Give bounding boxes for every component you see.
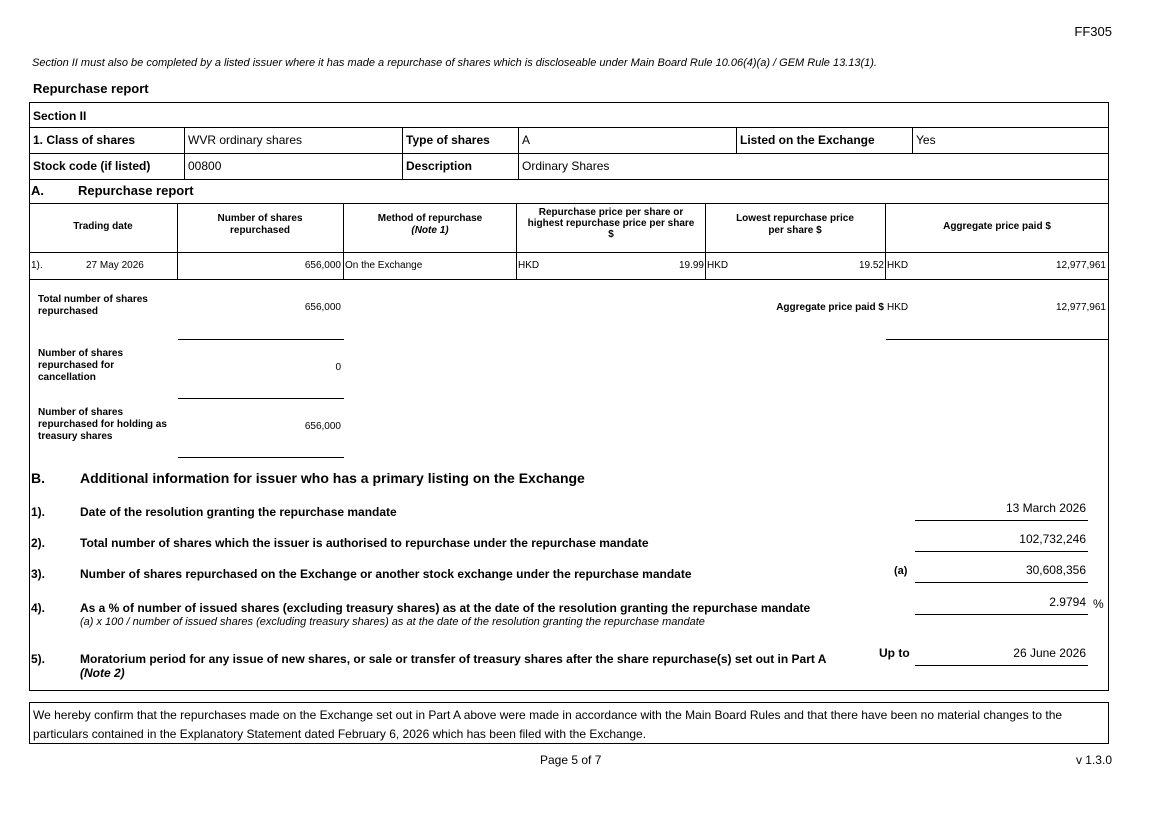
header-trading-date: Trading date — [73, 221, 133, 232]
confirmation-text: We hereby confirm that the repurchases made on the Exchange set out in Part A above were made in accordance with the Main Board Rules and that there have been no material changes to the particulars contained in the Explanatory Statement dated February 6, 2026 which has been filed with the Exchange. — [33, 708, 1063, 741]
class-of-shares-value: WVR ordinary shares — [188, 133, 303, 147]
divider — [29, 179, 1109, 180]
treasury-label: Number of shares repurchased for holding as treasury shares — [38, 407, 167, 442]
header-aggregate: Aggregate price paid $ — [943, 221, 1051, 232]
b-item-value: 2.9794 — [1049, 595, 1086, 609]
b-item-label: Moratorium period for any issue of new shares, or sale or transfer of treasury shares after the share repurchase(s) set out in Part A — [80, 652, 827, 666]
b-item-value: 13 March 2026 — [1005, 501, 1086, 515]
b-item-label: Total number of shares which the issuer is authorised to repurchase under the repurchase mandate — [80, 536, 649, 550]
cancel-value: 0 — [335, 362, 341, 373]
divider — [29, 279, 1109, 280]
agg-total-value: 12,977,961 — [1055, 302, 1106, 313]
divider — [912, 127, 913, 153]
divider — [178, 339, 344, 340]
header-highest-price: Repurchase price per share or highest repurchase price per share $ — [527, 207, 695, 240]
agg-total-label: Aggregate price paid $ — [776, 302, 884, 313]
b-item-index: 1). — [31, 505, 46, 519]
divider — [886, 339, 1109, 340]
b-item-value: 26 June 2026 — [1013, 646, 1086, 660]
row-hi-price: 19.99 — [678, 260, 704, 271]
listed-value: Yes — [916, 133, 936, 147]
divider — [915, 614, 1088, 615]
header-method: Method of repurchase — [377, 213, 483, 224]
total-shares-label: Total number of shares repurchased — [38, 294, 148, 317]
part-b-title: Additional information for issuer who has a primary listing on the Exchange — [80, 470, 585, 486]
version: v 1.3.0 — [1075, 753, 1112, 767]
b-item-sub: (Note 2) — [80, 666, 125, 680]
b-item-label: Date of the resolution granting the repurchase mandate — [80, 505, 397, 519]
divider — [915, 520, 1088, 521]
row-agg-currency: HKD — [887, 260, 909, 271]
page-number: Page 5 of 7 — [540, 753, 602, 767]
header-lowest-price: Lowest repurchase price per share $ — [736, 213, 854, 236]
listed-label: Listed on the Exchange — [740, 133, 875, 147]
divider — [516, 203, 517, 279]
form-code: FF305 — [1074, 24, 1112, 39]
divider — [736, 127, 737, 153]
row-agg-price: 12,977,961 — [1055, 260, 1106, 271]
treasury-value: 656,000 — [304, 421, 341, 432]
part-a-title: Repurchase report — [78, 183, 194, 198]
b-item-value: 30,608,356 — [1025, 563, 1086, 577]
part-b-letter: B. — [31, 470, 45, 486]
header-method-note: (Note 1) — [411, 225, 449, 236]
agg-total-currency: HKD — [887, 302, 909, 313]
header-num-shares: Number of shares repurchased — [217, 213, 303, 236]
b-item-tag: Up to — [879, 646, 910, 660]
row-date: 27 May 2026 — [86, 260, 144, 271]
divider — [885, 203, 886, 279]
intro-note: Section II must also be completed by a listed issuer where it has made a repurchase of shares which is discloseable under Main Board Rule 10.06(4)(a) / GEM Rule 13.13(1). — [32, 57, 877, 69]
row-lo-currency: HKD — [707, 260, 729, 271]
b-item-label: As a % of number of issued shares (excluding treasury shares) as at the date of the resolution granting the repurchase mandate — [80, 601, 811, 615]
row-method: On the Exchange — [345, 260, 423, 271]
divider — [177, 203, 178, 279]
b-item-value: 102,732,246 — [1019, 532, 1086, 546]
class-of-shares-label: 1. Class of shares — [33, 133, 136, 147]
divider — [29, 153, 1109, 154]
row-hi-currency: HKD — [518, 260, 540, 271]
divider — [29, 203, 1109, 204]
divider — [915, 665, 1088, 666]
description-value: Ordinary Shares — [522, 159, 610, 173]
row-shares: 656,000 — [304, 260, 341, 271]
divider — [29, 252, 1109, 253]
stock-code-value: 00800 — [188, 159, 222, 173]
b-item-index: 5). — [31, 652, 46, 666]
b-item-tag: (a) — [894, 565, 908, 577]
row-lo-price: 19.52 — [858, 260, 884, 271]
b-item-label: Number of shares repurchased on the Exchange or another stock exchange under the repurchase mandate — [80, 567, 692, 581]
report-title: Repurchase report — [33, 81, 149, 96]
b-item-sub: (a) x 100 / number of issued shares (excluding treasury shares) as at the date of the resolution granting the repurchase mandate — [80, 616, 705, 628]
b-item-index: 4). — [31, 601, 46, 615]
percent-unit: % — [1093, 597, 1104, 611]
type-of-shares-label: Type of shares — [406, 133, 490, 147]
divider — [178, 457, 344, 458]
part-a-letter: A. — [31, 183, 44, 198]
divider — [178, 398, 344, 399]
divider — [915, 582, 1088, 583]
divider — [29, 127, 1109, 128]
b-item-index: 3). — [31, 567, 46, 581]
total-shares-value: 656,000 — [304, 302, 341, 313]
stock-code-label: Stock code (if listed) — [33, 159, 151, 173]
b-item-index: 2). — [31, 536, 46, 550]
description-label: Description — [406, 159, 473, 173]
divider — [705, 203, 706, 279]
divider — [915, 551, 1088, 552]
type-of-shares-value: A — [522, 133, 531, 147]
cancel-label: Number of shares repurchased for cancellation — [38, 348, 124, 383]
section-label: Section II — [33, 109, 87, 123]
row-index: 1). — [31, 260, 43, 271]
